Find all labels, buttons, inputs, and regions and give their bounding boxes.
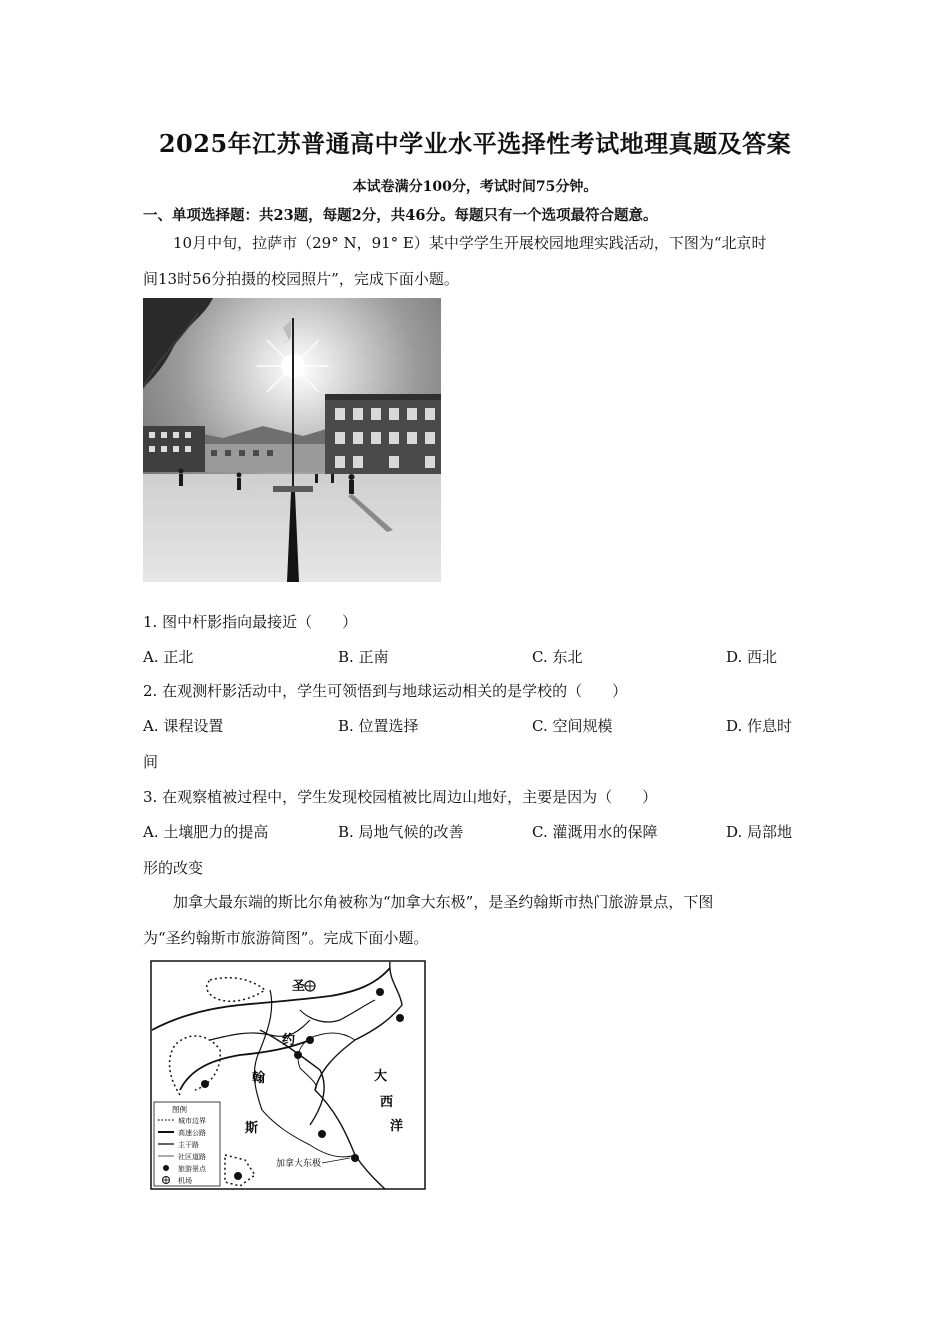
intro2-line1: 加拿大最东端的斯比尔角被称为“加拿大东极”，是圣约翰斯市热门旅游景点，下图 <box>173 893 714 911</box>
question-2-option-a: A. 课程设置 <box>143 717 224 735</box>
exam-subtitle: 本试卷满分100分，考试时间75分钟。 <box>352 179 598 195</box>
legend-community-road: 社区道路 <box>178 1153 206 1161</box>
intro1-line2: 间13时56分拍摄的校园照片”，完成下面小题。 <box>143 270 459 288</box>
legend-main-road: 主干路 <box>178 1141 199 1149</box>
intro1-line1: 10月中旬，拉萨市（29° N，91° E）某中学学生开展校园地理实践活动，下图为“北京时 <box>173 234 767 252</box>
question-3-option-d-wrap: 形的改变 <box>143 859 204 877</box>
question-3-option-c: C. 灌溉用水的保障 <box>532 823 658 841</box>
question-2-stem: 2. 在观测杆影活动中，学生可领悟到与地球运动相关的是学校的（ ） <box>143 682 628 700</box>
question-2-option-d: D. 作息时 <box>726 717 793 735</box>
intro2-line2: 为“圣约翰斯市旅游简图”。完成下面小题。 <box>143 929 429 947</box>
legend-attraction: 旅游景点 <box>178 1165 206 1173</box>
question-1-option-d: D. 西北 <box>726 648 778 666</box>
east-cape-label: 加拿大东极 <box>276 1159 322 1169</box>
section-heading: 一、单项选择题：共23题，每题2分，共46分。每题只有一个选项最符合题意。 <box>143 207 658 224</box>
campus-photo <box>143 298 441 582</box>
intro-paragraph-1 <box>143 225 808 297</box>
question-2-option-d-wrap: 间 <box>143 753 159 771</box>
question-2-option-c: C. 空间规模 <box>532 717 613 735</box>
tourism-map <box>150 960 426 1190</box>
question-3-stem: 3. 在观察植被过程中，学生发现校园植被比周边山地好，主要是因为（ ） <box>143 788 658 806</box>
intro-paragraph-2 <box>143 884 808 956</box>
map-char-sheng: 圣 <box>292 979 306 994</box>
ocean-char-da: 大 <box>374 1069 388 1084</box>
question-3-option-b: B. 局地气候的改善 <box>338 823 464 841</box>
question-1-option-a: A. 正北 <box>143 648 194 666</box>
legend-airport: 机场 <box>178 1177 192 1185</box>
map-char-si: 斯 <box>245 1121 259 1136</box>
exam-title: 2025年江苏普通高中学业水平选择性考试地理真题及答案 <box>158 129 792 158</box>
ocean-char-yang: 洋 <box>390 1119 404 1134</box>
legend-highway: 高速公路 <box>178 1129 206 1137</box>
question-2-option-b: B. 位置选择 <box>338 717 419 735</box>
map-legend <box>154 1102 220 1186</box>
legend-city-boundary: 城市边界 <box>178 1117 206 1125</box>
airport-icon <box>305 981 315 991</box>
map-char-yue: 约 <box>282 1033 296 1048</box>
legend-title: 图例 <box>172 1105 187 1114</box>
map-char-han: 翰 <box>252 1071 266 1086</box>
question-3-option-d: D. 局部地 <box>726 823 793 841</box>
question-1-option-c: C. 东北 <box>532 648 583 666</box>
ocean-char-xi: 西 <box>380 1095 394 1110</box>
question-3-option-a: A. 土壤肥力的提高 <box>143 823 269 841</box>
question-1-option-b: B. 正南 <box>338 648 389 666</box>
question-1-stem: 1. 图中杆影指向最接近（ ） <box>143 613 358 631</box>
